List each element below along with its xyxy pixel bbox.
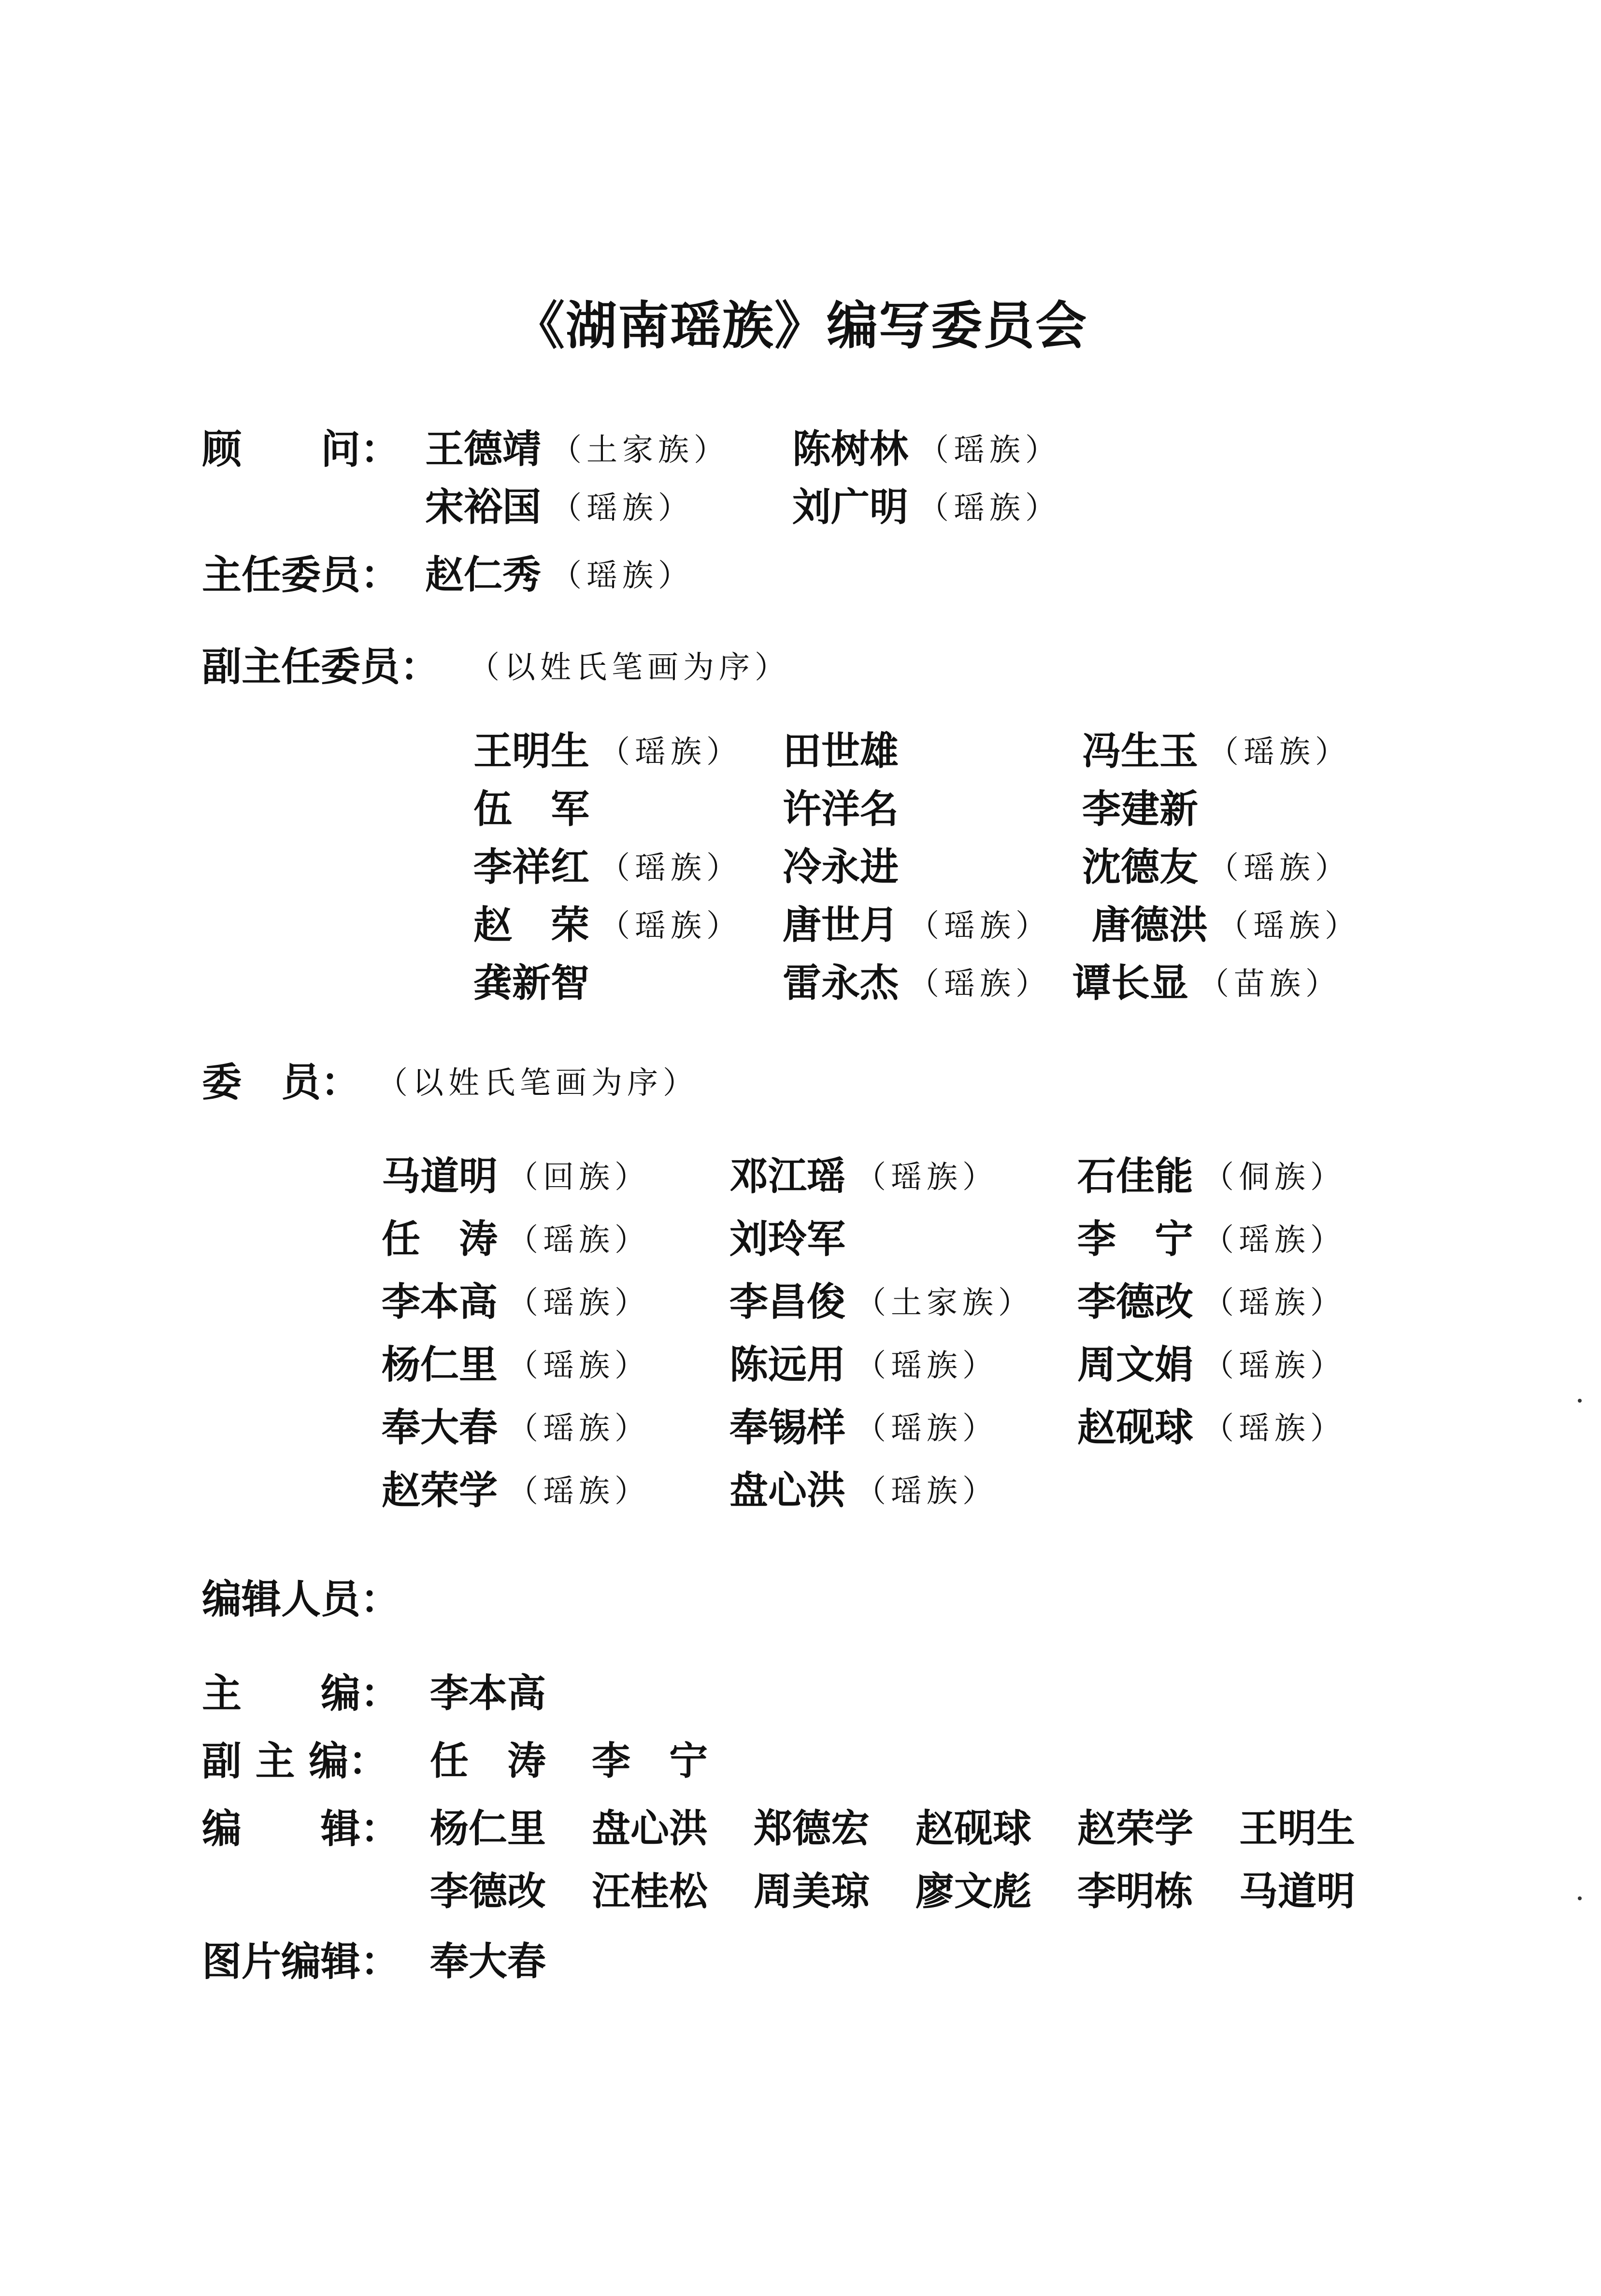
editor-name: 汪桂松 — [592, 1869, 708, 1914]
person-name: 李昌俊 — [729, 1279, 845, 1324]
editor-name: 周美琼 — [754, 1869, 870, 1914]
person-name: 盘心洪 — [729, 1468, 845, 1513]
person-name: 石佳能 — [1077, 1154, 1193, 1199]
person-name: 龚新智 — [473, 961, 589, 1005]
person-name: 奉大春 — [382, 1405, 498, 1450]
person-ethnicity: （瑶族） — [507, 1348, 650, 1384]
person-name: 赵 荣 — [473, 903, 589, 947]
editor-name: 李德改 — [430, 1869, 546, 1914]
person-name: 王明生 — [473, 729, 589, 774]
person-name: 沈德友 — [1082, 845, 1198, 890]
editor-name: 杨仁里 — [430, 1806, 546, 1851]
person-ethnicity: （瑶族） — [599, 908, 742, 944]
editor-name: 王明生 — [1239, 1806, 1355, 1851]
person-name: 赵砚球 — [1077, 1405, 1193, 1450]
ordering-note: （以姓氏笔画为序） — [469, 650, 790, 686]
director-label: 主任委员： — [202, 552, 400, 598]
person-name: 唐德洪 — [1092, 903, 1208, 947]
person-ethnicity: （瑶族） — [507, 1222, 650, 1258]
person-name: 邓江瑶 — [729, 1154, 845, 1199]
person-name: 田世雄 — [783, 729, 899, 774]
editor-name: 李明栋 — [1077, 1869, 1193, 1914]
person-ethnicity: （瑶族） — [599, 850, 742, 886]
person-name: 许洋名 — [783, 787, 899, 832]
person-name: 冷永进 — [783, 845, 899, 890]
person-ethnicity: （瑶族） — [551, 558, 694, 594]
person-ethnicity: （回族） — [507, 1160, 650, 1195]
person-ethnicity: （土家族） — [551, 432, 729, 468]
person-name: 谭长显 — [1072, 961, 1188, 1005]
person-ethnicity: （苗族） — [1198, 966, 1341, 1002]
members-label: 委 员： — [202, 1060, 361, 1105]
person-ethnicity: （瑶族） — [1203, 1285, 1346, 1321]
page-title: 《湖南瑶族》编写委员会 — [514, 296, 1087, 356]
person-name: 冯生玉 — [1082, 729, 1198, 774]
editor-name: 廖文彪 — [915, 1869, 1031, 1914]
person-ethnicity: （瑶族） — [855, 1348, 998, 1384]
person-ethnicity: （土家族） — [855, 1285, 1034, 1321]
deputy-directors-label: 副主任委员： — [202, 644, 440, 690]
editor-name: 郑德宏 — [754, 1806, 870, 1851]
editors-label: 编 辑： — [202, 1806, 400, 1852]
person-name: 刘玲军 — [729, 1217, 845, 1262]
person-name: 赵荣学 — [382, 1468, 498, 1513]
editor-name: 赵砚球 — [915, 1806, 1031, 1851]
person-name: 杨仁里 — [382, 1342, 498, 1387]
editor-name: 马道明 — [1239, 1869, 1355, 1914]
person-ethnicity: （瑶族） — [551, 490, 694, 526]
person-name: 李建新 — [1082, 787, 1198, 832]
person-name: 伍 军 — [473, 787, 589, 832]
person-ethnicity: （瑶族） — [1208, 850, 1351, 886]
scan-speck — [1578, 1399, 1582, 1403]
person-ethnicity: （瑶族） — [908, 966, 1051, 1002]
editor-name: 赵荣学 — [1077, 1806, 1193, 1851]
person-name: 赵仁秀 — [425, 552, 541, 597]
person-ethnicity: （瑶族） — [507, 1474, 650, 1509]
person-ethnicity: （瑶族） — [1217, 908, 1360, 944]
photo-editor-name: 奉大春 — [430, 1939, 546, 1984]
person-name: 李 宁 — [1077, 1217, 1193, 1262]
person-name: 任 涛 — [382, 1217, 498, 1262]
chief-editor-name: 李本高 — [430, 1671, 546, 1716]
person-ethnicity: （瑶族） — [855, 1411, 998, 1447]
person-ethnicity: （瑶族） — [918, 490, 1061, 526]
scan-speck — [1578, 1896, 1582, 1900]
photo-editor-label: 图片编辑： — [202, 1939, 400, 1985]
person-name: 陈远用 — [729, 1342, 845, 1387]
person-ethnicity: （瑶族） — [1208, 734, 1351, 770]
person-name: 宋裕国 — [425, 485, 541, 530]
editor-name: 盘心洪 — [592, 1806, 708, 1851]
person-name: 李祥红 — [473, 845, 589, 890]
person-ethnicity: （瑶族） — [507, 1411, 650, 1447]
person-name: 周文娟 — [1077, 1342, 1193, 1387]
deputy-editor-name: 任 涛 — [430, 1738, 546, 1783]
person-name: 陈树林 — [792, 427, 908, 472]
person-name: 雷永杰 — [783, 961, 899, 1005]
person-ethnicity: （瑶族） — [1203, 1411, 1346, 1447]
deputy-editor-label: 副 主 编： — [202, 1738, 388, 1784]
person-ethnicity: （瑶族） — [599, 734, 742, 770]
advisors-label: 顾 问： — [202, 427, 400, 473]
person-name: 唐世月 — [783, 903, 899, 947]
person-name: 奉锡样 — [729, 1405, 845, 1450]
person-ethnicity: （瑶族） — [908, 908, 1051, 944]
deputy-editor-name: 李 宁 — [592, 1738, 708, 1783]
person-name: 马道明 — [382, 1154, 498, 1199]
person-ethnicity: （瑶族） — [507, 1285, 650, 1321]
person-ethnicity: （侗族） — [1203, 1160, 1346, 1195]
person-ethnicity: （瑶族） — [855, 1160, 998, 1195]
chief-editor-label: 主 编： — [202, 1671, 400, 1717]
editorial-staff-label: 编辑人员： — [202, 1577, 400, 1622]
person-name: 李本高 — [382, 1279, 498, 1324]
person-name: 刘广明 — [792, 485, 908, 530]
person-name: 李德改 — [1077, 1279, 1193, 1324]
person-ethnicity: （瑶族） — [1203, 1222, 1346, 1258]
person-ethnicity: （瑶族） — [918, 432, 1061, 468]
person-ethnicity: （瑶族） — [855, 1474, 998, 1509]
person-name: 王德靖 — [425, 427, 541, 472]
person-ethnicity: （瑶族） — [1203, 1348, 1346, 1384]
ordering-note: （以姓氏笔画为序） — [377, 1065, 699, 1101]
